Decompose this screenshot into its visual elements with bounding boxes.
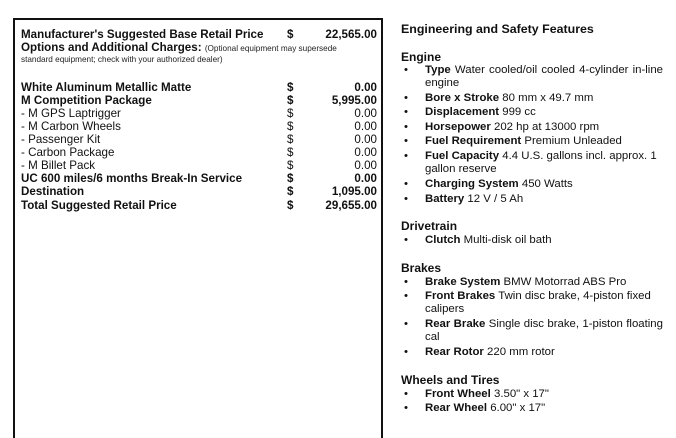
section-title-brakes: Brakes bbox=[401, 261, 442, 275]
spec-item bbox=[401, 193, 663, 206]
line-item-amount: 0.00 bbox=[354, 120, 377, 133]
spec-value: 450 Watts bbox=[521, 178, 573, 190]
spec-value: 4.4 U.S. gallons incl. approx. 1 gallon reserve bbox=[425, 150, 657, 175]
spec-value: 999 cc bbox=[502, 106, 536, 118]
currency-symbol: $ bbox=[287, 199, 294, 212]
options-heading: Options and Additional Charges: bbox=[21, 41, 202, 54]
total-price-row bbox=[21, 199, 377, 212]
spec-item bbox=[401, 150, 663, 176]
line-item-amount: 0.00 bbox=[354, 133, 377, 146]
spec-key: Clutch bbox=[425, 234, 461, 246]
spec-item bbox=[401, 92, 663, 105]
section-title-drivetrain: Drivetrain bbox=[401, 219, 458, 233]
spec-value: 220 mm rotor bbox=[487, 346, 555, 358]
line-item-row bbox=[21, 185, 377, 198]
spec-key: Rear Wheel bbox=[425, 402, 488, 414]
currency-symbol: $ bbox=[287, 172, 294, 185]
spec-item bbox=[401, 276, 663, 289]
currency-symbol: $ bbox=[287, 94, 294, 107]
bullet-icon: • bbox=[404, 388, 408, 400]
spec-key: Brake System bbox=[425, 276, 501, 288]
line-item-amount: 0.00 bbox=[354, 81, 377, 94]
base-price-row bbox=[21, 28, 377, 41]
spec-key: Horsepower bbox=[425, 121, 491, 133]
bullet-icon: • bbox=[404, 193, 408, 205]
spec-value: 12 V / 5 Ah bbox=[467, 193, 524, 205]
spec-value: 202 hp at 13000 rpm bbox=[494, 121, 600, 133]
bullet-icon: • bbox=[404, 121, 408, 133]
line-item-row bbox=[21, 146, 377, 159]
spec-item bbox=[401, 135, 663, 148]
spec-value: Premium Unleaded bbox=[524, 135, 622, 147]
line-item-row bbox=[21, 107, 377, 120]
spec-key: Type bbox=[425, 64, 451, 76]
line-item-label: M Competition Package bbox=[21, 94, 152, 107]
line-item-row bbox=[21, 81, 377, 94]
spec-item bbox=[401, 388, 663, 401]
line-item-label: - M GPS Laptrigger bbox=[21, 107, 121, 120]
spec-key: Front Brakes bbox=[425, 290, 496, 302]
options-note-continued: standard equipment; check with your authorized dealer) bbox=[21, 55, 223, 64]
line-item-label: - Passenger Kit bbox=[21, 133, 101, 146]
spec-key: Charging System bbox=[425, 178, 519, 190]
currency-symbol: $ bbox=[287, 146, 294, 159]
bullet-icon: • bbox=[404, 290, 408, 302]
bullet-icon: • bbox=[404, 234, 408, 246]
spec-value: Water cooled/oil cooled 4-cylinder in-line engine bbox=[425, 64, 663, 89]
section-title-wheels: Wheels and Tires bbox=[401, 373, 500, 387]
line-item-label: White Aluminum Metallic Matte bbox=[21, 81, 192, 94]
bullet-icon: • bbox=[404, 346, 408, 358]
bullet-icon: • bbox=[404, 150, 408, 162]
line-item-amount: 0.00 bbox=[354, 159, 377, 172]
spec-item bbox=[401, 178, 663, 191]
line-item-amount: 0.00 bbox=[354, 107, 377, 120]
bullet-icon: • bbox=[404, 64, 408, 76]
spec-item bbox=[401, 318, 663, 344]
spec-item bbox=[401, 121, 663, 134]
spec-key: Displacement bbox=[425, 106, 500, 118]
spec-key: Bore x Stroke bbox=[425, 92, 500, 104]
spec-key: Fuel Requirement bbox=[425, 135, 522, 147]
bullet-icon: • bbox=[404, 178, 408, 190]
spec-key: Battery bbox=[425, 193, 465, 205]
currency-symbol: $ bbox=[287, 133, 294, 146]
options-note: (Optional equipment may supersede bbox=[204, 44, 337, 53]
bullet-icon: • bbox=[404, 106, 408, 118]
bullet-icon: • bbox=[404, 276, 408, 288]
spec-value: Twin disc brake, 4-piston fixed calipers bbox=[425, 290, 651, 315]
line-item-row bbox=[21, 133, 377, 146]
spec-value: 6.00" x 17" bbox=[490, 402, 546, 414]
bullet-icon: • bbox=[404, 402, 408, 414]
spec-item bbox=[401, 106, 663, 119]
bullet-icon: • bbox=[404, 318, 408, 330]
line-item-amount: 1,095.00 bbox=[331, 185, 377, 198]
currency-symbol: $ bbox=[287, 120, 294, 133]
spec-item bbox=[401, 346, 663, 359]
line-item-label: - Carbon Package bbox=[21, 146, 115, 159]
spec-key: Rear Brake bbox=[425, 318, 486, 330]
pricing-box bbox=[13, 18, 383, 438]
spec-key: Rear Rotor bbox=[425, 346, 484, 358]
total-price-amount: 29,655.00 bbox=[325, 199, 377, 212]
spec-item bbox=[401, 234, 663, 247]
currency-symbol: $ bbox=[287, 185, 294, 198]
line-item-label: UC 600 miles/6 months Break-In Service bbox=[21, 172, 243, 185]
base-price-label: Manufacturer's Suggested Base Retail Price bbox=[21, 28, 264, 41]
base-price-amount: 22,565.00 bbox=[325, 28, 377, 41]
spec-key: Front Wheel bbox=[425, 388, 491, 400]
spec-value: BMW Motorrad ABS Pro bbox=[503, 276, 627, 288]
currency-symbol: $ bbox=[287, 28, 294, 41]
currency-symbol: $ bbox=[287, 159, 294, 172]
line-item-amount: 0.00 bbox=[354, 172, 377, 185]
options-heading-row bbox=[21, 41, 377, 54]
currency-symbol: $ bbox=[287, 81, 294, 94]
specs-title: Engineering and Safety Features bbox=[401, 22, 594, 36]
spec-key: Fuel Capacity bbox=[425, 150, 500, 162]
line-item-amount: 0.00 bbox=[354, 146, 377, 159]
bullet-icon: • bbox=[404, 135, 408, 147]
total-price-label: Total Suggested Retail Price bbox=[21, 199, 177, 212]
spec-item bbox=[401, 402, 663, 415]
section-title-engine: Engine bbox=[401, 50, 442, 64]
line-item-row bbox=[21, 120, 377, 133]
spec-value: Multi-disk oil bath bbox=[463, 234, 552, 246]
line-item-label: - M Carbon Wheels bbox=[21, 120, 121, 133]
line-item-row bbox=[21, 159, 377, 172]
currency-symbol: $ bbox=[287, 107, 294, 120]
spec-value: 80 mm x 49.7 mm bbox=[502, 92, 594, 104]
spec-value: 3.50" x 17" bbox=[493, 388, 549, 400]
spec-item bbox=[401, 64, 663, 90]
spec-value: Single disc brake, 1-piston floating cal bbox=[425, 318, 663, 343]
line-item-label: - M Billet Pack bbox=[21, 159, 96, 172]
bullet-icon: • bbox=[404, 92, 408, 104]
line-item-row bbox=[21, 94, 377, 107]
line-item-amount: 5,995.00 bbox=[331, 94, 377, 107]
line-item-row bbox=[21, 172, 377, 185]
line-item-label: Destination bbox=[21, 185, 85, 198]
spec-item bbox=[401, 290, 663, 316]
